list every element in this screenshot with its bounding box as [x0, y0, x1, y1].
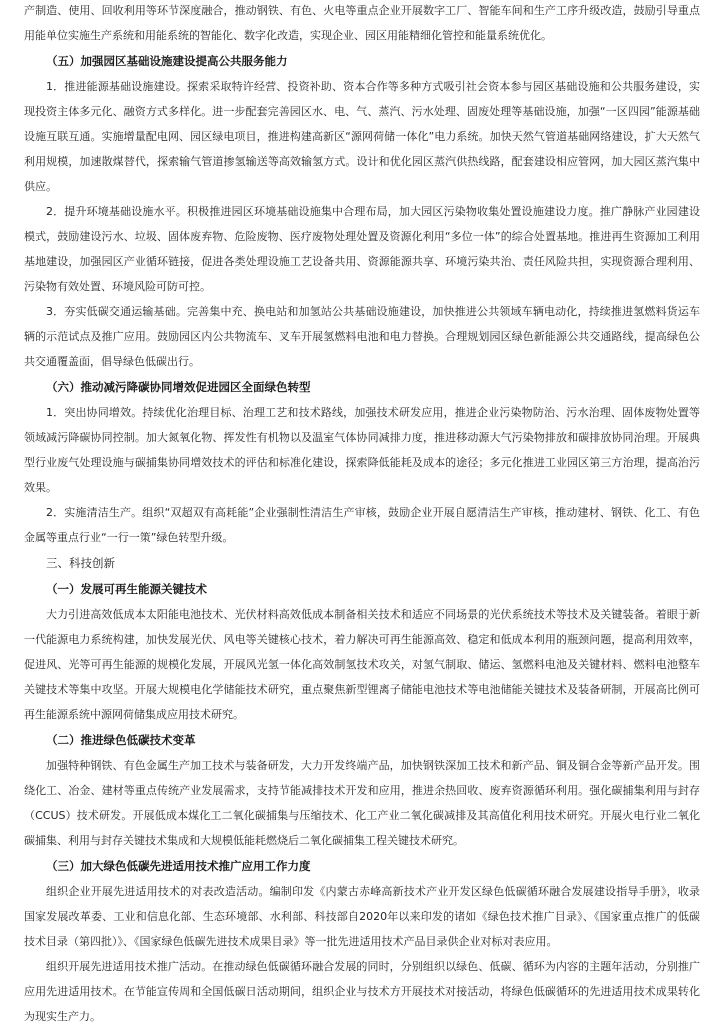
paragraph-3-3b: 组织开展先进适用技术推广活动。在推动绿色低碳循环融合发展的同时，分别组织以绿色、低碳、循环为内容的主题年活动，分别推广应用先进适用技术。在节能宣传周和全国低碳日活动期间，组织企业与技术方开展技术对接活动，将绿色低碳循环的先进适用技术成果转化为现实生产力。 — [24, 960, 700, 1023]
heading-section-5: （五）加强园区基础设施建设提高公共服务能力 — [46, 54, 288, 68]
heading-3-3: （三）加大绿色低碳先进适用技术推广应用工作力度 — [46, 859, 311, 873]
heading-section-6: （六）推动减污降碳协同增效促进园区全面绿色转型 — [46, 380, 311, 394]
paragraph-3-3a: 组织企业开展先进适用技术的对表改造活动。编制印发《内蒙古赤峰高新技术产业开发区绿色低碳循环融合发展建设指导手册》，收录国家发展改革委、工业和信息化部、生态环境部、水利部、科技部自2020年以来印发的诸如《绿色技术推广目录》、《国家重点推广的低碳技术目录（第四批）》、《国家绿色低碳先进技术成果目录》等一批先进适用技术产品目录供企业对标对表应用。 — [24, 885, 700, 948]
paragraph-intro: 产制造、使用、回收利用等环节深度融合，推动钢铁、有色、火电等重点企业开展数字工厂、智能车间和生产工序升级改造，鼓励引导重点用能单位实施生产系统和用能系统的智能化、数字化改造，实现企业、园区用能精细化管控和能量系统优化。 — [24, 4, 700, 42]
paragraph-6-2: 2．实施清洁生产。组织“双超双有高耗能”企业强制性清洁生产审核，鼓励企业开展自愿清洁生产审核，推动建材、钢铁、化工、有色金属等重点行业“一行一策”绿色转型升级。 — [24, 506, 700, 544]
paragraph-6-1: 1．突出协同增效。持续优化治理目标、治理工艺和技术路线，加强技术研发应用，推进企业污染物防治、污水治理、固体废物处置等领域减污降碳协同控制。加大氮氧化物、挥发性有机物以及温室气体协同减排力度，推进移动源大气污染物排放和碳排放协同治理。开展典型行业废气处理设施与碳捕集协同增效技术的评估和标准化建设，探索降低能耗及成本的途径；多元化推进工业园区第三方治理，提高治污效果。 — [24, 406, 700, 494]
paragraph-3-1: 大力引进高效低成本太阳能电池技术、光伏材料高效低成本制备相关技术和适应不同场景的光伏系统技术等技术及关键装备。着眼于新一代能源电力系统构建，加快发展光伏、风电等关键核心技术，着力解决可再生能源高效、稳定和低成本利用的瓶颈问题，提高利用效率，促进风、光等可再生能源的规模化发展，开展风光氢一体化高效制氢技术攻关，对氢气制取、储运、氢燃料电池及关键材料、燃料电池整车关键技术等集中攻坚。开展大规模电化学储能技术研究，重点聚焦新型锂离子储能电池技术等电池储能关键技术及装备研制，开展高比例可再生能源系统中源网荷储集成应用技术研究。 — [24, 608, 700, 721]
paragraph-5-1: 1．推进能源基础设施建设。探索采取特许经营、投资补助、资本合作等多种方式吸引社会资本参与园区基础设施和公共服务建设，实现投资主体多元化、融资方式多样化。进一步配套完善园区水、电、气、蒸汽、污水处理、固废处理等基础设施，加强“一区四园”能源基础设施互联互通。实施增量配电网、园区绿电项目，推进构建高新区“源网荷储一体化”电力系统。加快天然气管道基础网络建设，扩大天然气利用规模，加速散煤替代，探索输气管道掺氢输送等高效输氢方式。设计和优化园区蒸汽供热线路，配套建设相应管网，加大园区蒸汽集中供应。 — [24, 80, 700, 193]
chapter-heading-tech-innovation: 三、科技创新 — [46, 556, 115, 570]
heading-3-2: （二）推进绿色低碳技术变革 — [46, 733, 196, 747]
paragraph-3-2: 加强特种钢铁、有色金属生产加工技术与装备研发，大力开发终端产品，加快钢铁深加工技术和新产品、铜及铜合金等新产品开发。围绕化工、冶金、建材等重点传统产业发展需求，支持节能减排技术开发和应用，推进余热回收、废弃资源循环利用。强化碳捕集利用与封存（CCUS）技术研发。开展低成本煤化工二氧化碳捕集与压缩技术、化工产业二氧化碳减排及其高值化利用技术研究。开展火电行业二氧化碳捕集、利用与封存关键技术集成和大规模低能耗燃烧后二氧化碳捕集工程关键技术研究。 — [24, 759, 700, 847]
document-body — [24, 0, 700, 1029]
paragraph-5-2: 2．提升环境基础设施水平。积极推进园区环境基础设施集中合理布局，加大园区污染物收集处置设施建设力度。推广静脉产业园建设模式，鼓励建设污水、垃圾、固体废弃物、危险废物、医疗废物处理处置及资源化利用“多位一体”的综合处置基地。推进再生资源加工利用基地建设，加强园区产业循环链接，促进各类处理设施工艺设备共用、资源能源共享、环境污染共治、责任风险共担，实现资源合理利用、污染物有效处置、环境风险可防可控。 — [24, 205, 700, 293]
heading-3-1: （一）发展可再生能源关键技术 — [46, 582, 207, 596]
paragraph-5-3: 3．夯实低碳交通运输基础。完善集中充、换电站和加氢站公共基础设施建设，加快推进公共领域车辆电动化，持续推进氢燃料货运车辆的示范试点及推广应用。鼓励园区内公共物流车、叉车开展氢燃料电池和电力替换。合理规划园区绿色新能源公共交通路线，提高绿色公共交通覆盖面，倡导绿色低碳出行。 — [24, 305, 700, 368]
